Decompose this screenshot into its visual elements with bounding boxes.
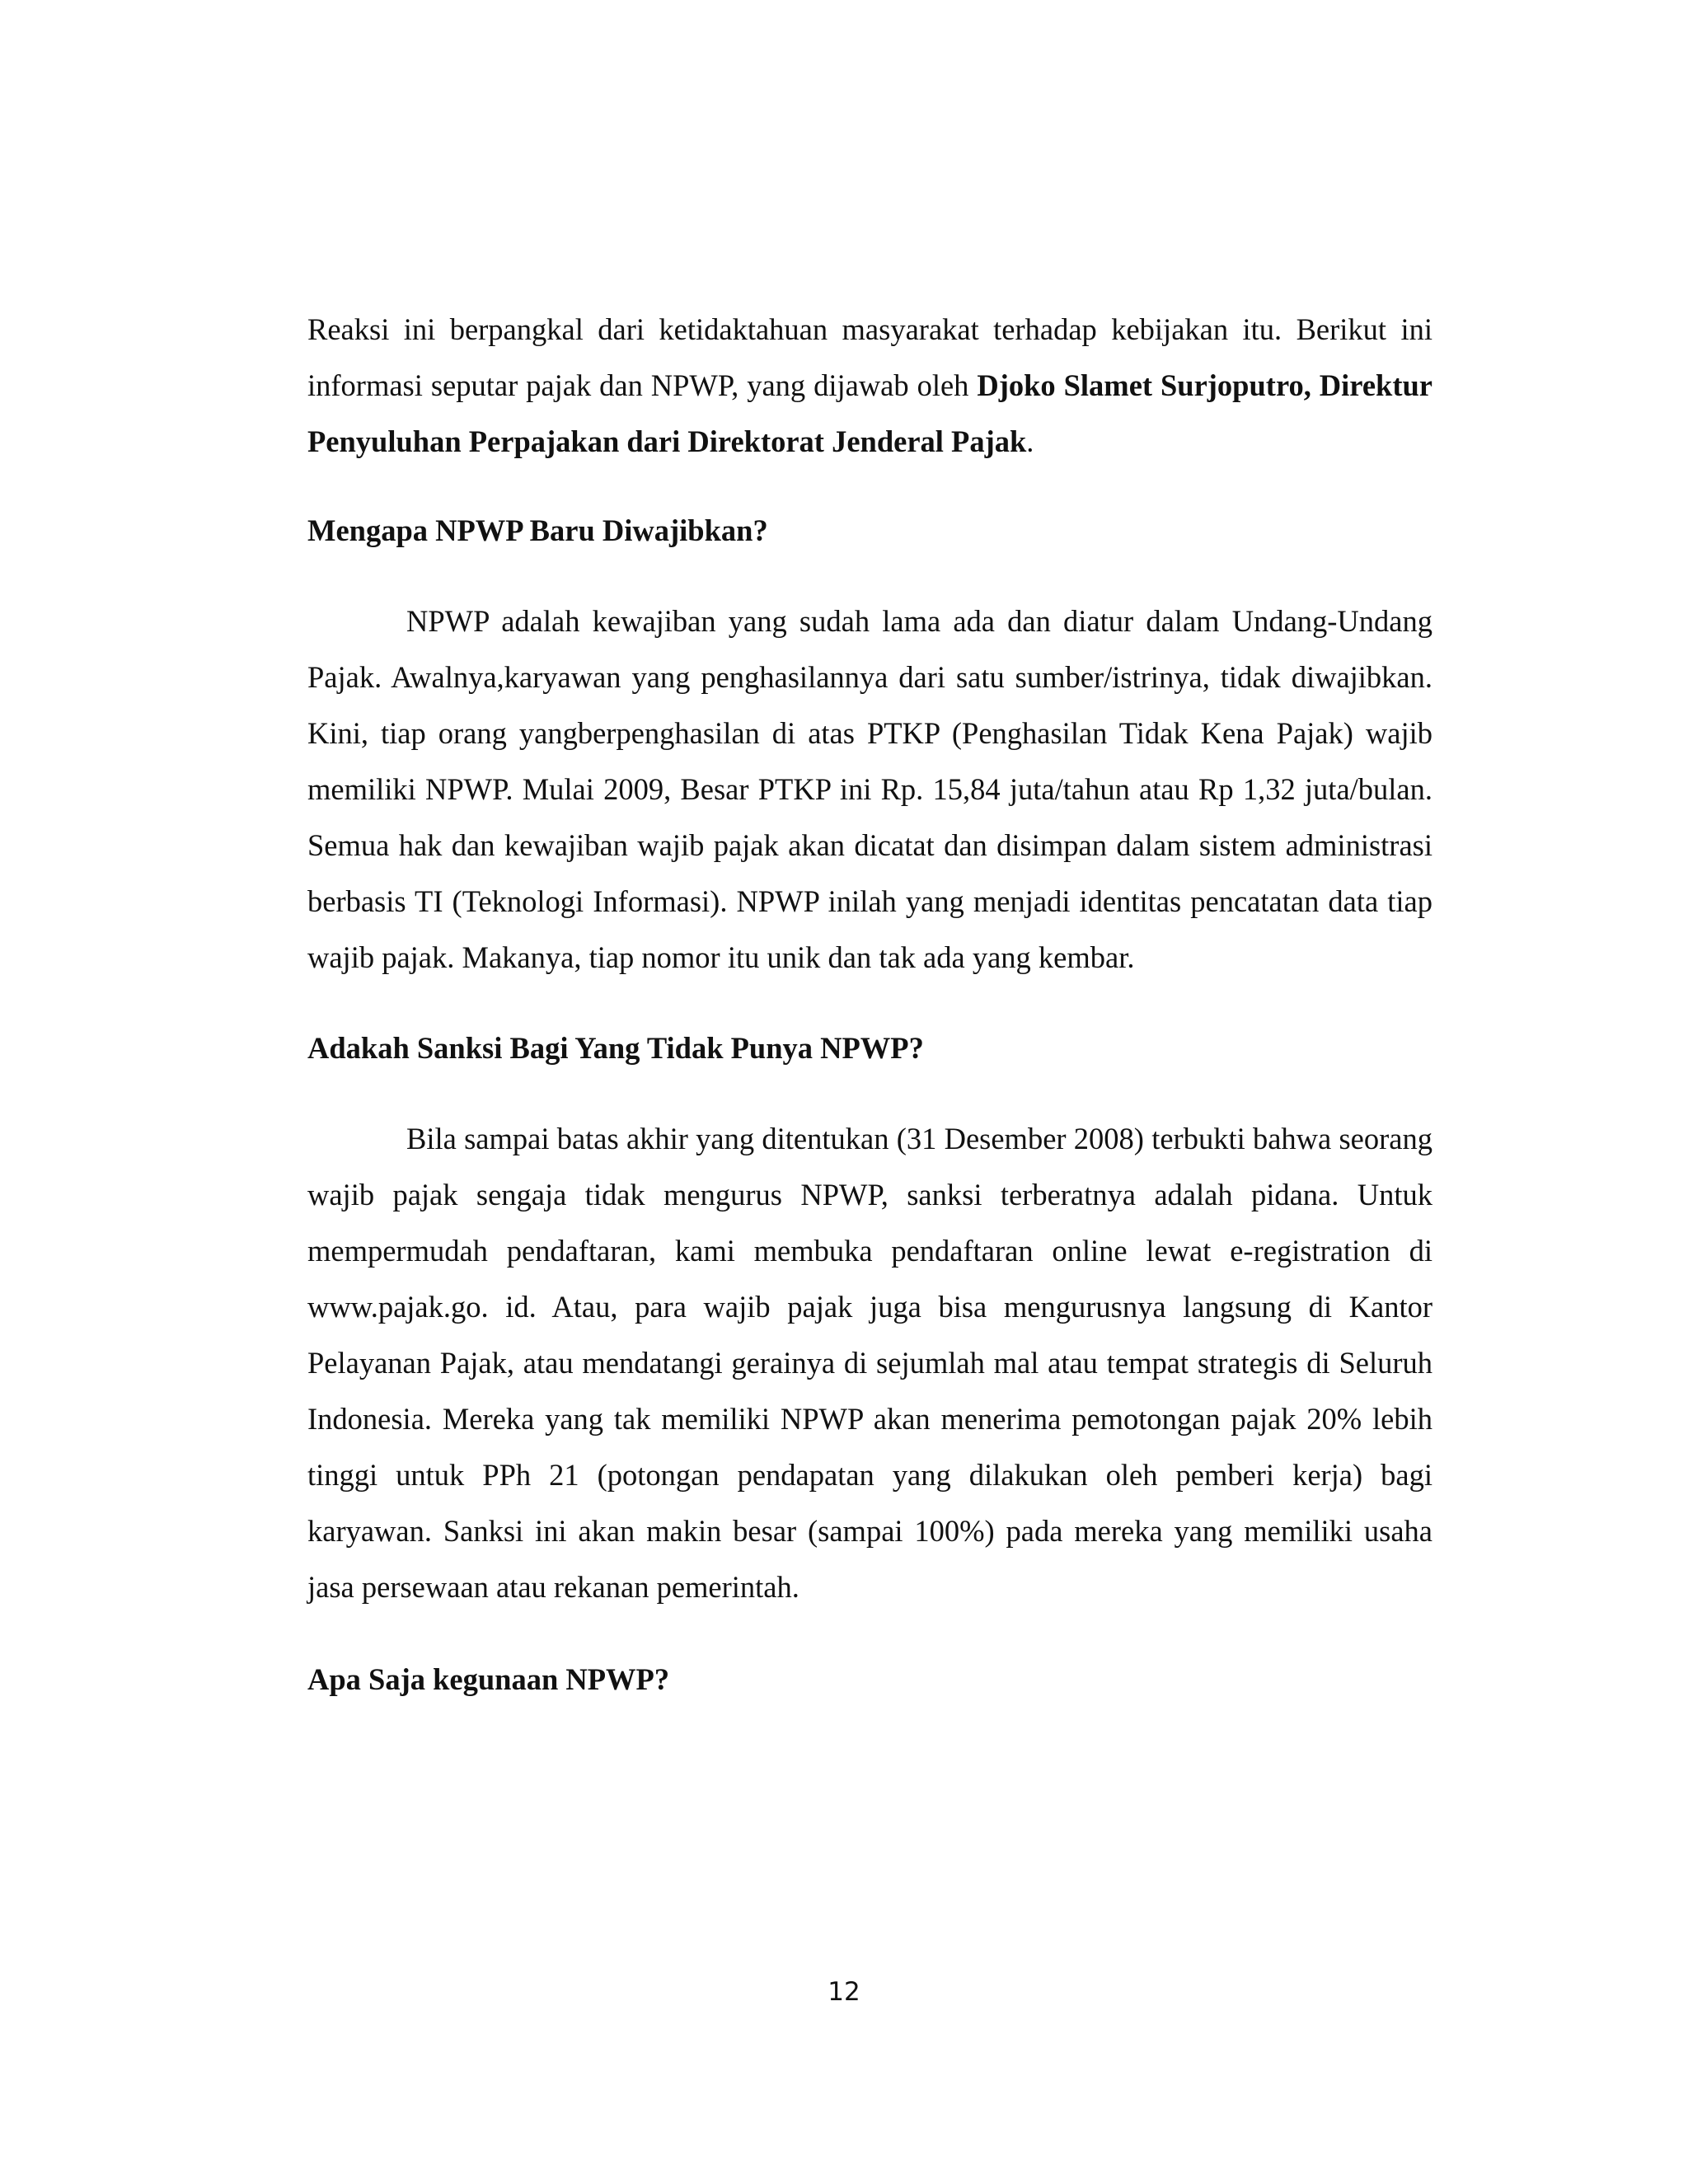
page-content <box>307 302 1432 1708</box>
spacer <box>307 1076 1432 1111</box>
intro-lead-text: Reaksi ini berpangkal dari ketidaktahuan masyarakat terhadap kebijakan itu. Berikut ini informasi seputar pajak dan NPWP, yang dijawab oleh <box>307 312 1432 402</box>
section-heading-uses: Apa Saja kegunaan NPWP? <box>307 1662 670 1696</box>
spacer <box>307 470 1432 503</box>
spacer <box>307 559 1432 593</box>
section-body-sanctions: Bila sampai batas akhir yang ditentukan (31 Desember 2008) terbukti bahwa seorang wajib pajak sengaja tidak mengurus NPWP, sanksi terberatnya adalah pidana. Untuk mempermudah pendaftaran, kami membuka pendaftaran online lewat e-registration di www.pajak.go. id. Atau, para wajib pajak juga bisa mengurusnya langsung di Kantor Pelayanan Pajak, atau mendatangi gerainya di sejumlah mal atau tempat strategis di Seluruh Indonesia. Mereka yang tak memiliki NPWP akan menerima pemotongan pajak 20% lebih tinggi untuk PPh 21 (potongan pendapatan yang dilakukan oleh pemberi kerja) bagi karyawan. Sanksi ini akan makin besar (sampai 100%) pada mereka yang memiliki usaha jasa persewaan atau rekanan pemerintah. <box>307 1122 1432 1604</box>
section-heading-sanctions: Adakah Sanksi Bagi Yang Tidak Punya NPWP? <box>307 1031 924 1065</box>
page-number: 12 <box>828 1977 860 2007</box>
section-heading-why-npwp: Mengapa NPWP Baru Diwajibkan? <box>307 513 768 547</box>
intro-bold-name: Djoko Slamet Surjoputro, Direktur Penyuluhan Perpajakan dari Direktorat Jenderal Pajak <box>307 368 1432 458</box>
spacer <box>307 986 1432 1020</box>
section-body-why-npwp: NPWP adalah kewajiban yang sudah lama ada dan diatur dalam Undang-Undang Pajak. Awalnya,karyawan yang penghasilannya dari satu sumber/istrinya, tidak diwajibkan. Kini, tiap orang yangberpenghasilan di atas PTKP (Penghasilan Tidak Kena Pajak) wajib memiliki NPWP. Mulai 2009, Besar PTKP ini Rp. 15,84 juta/tahun atau Rp 1,32 juta/bulan. Semua hak dan kewajiban wajib pajak akan dicatat dan disimpan dalam sistem administrasi berbasis TI (Teknologi Informasi). NPWP inilah yang menjadi identitas pencatatan data tiap wajib pajak. Makanya, tiap nomor itu unik dan tak ada yang kembar. <box>307 604 1432 974</box>
intro-paragraph <box>307 302 1432 470</box>
spacer <box>307 1615 1432 1652</box>
intro-tail-text: . <box>1026 424 1034 458</box>
